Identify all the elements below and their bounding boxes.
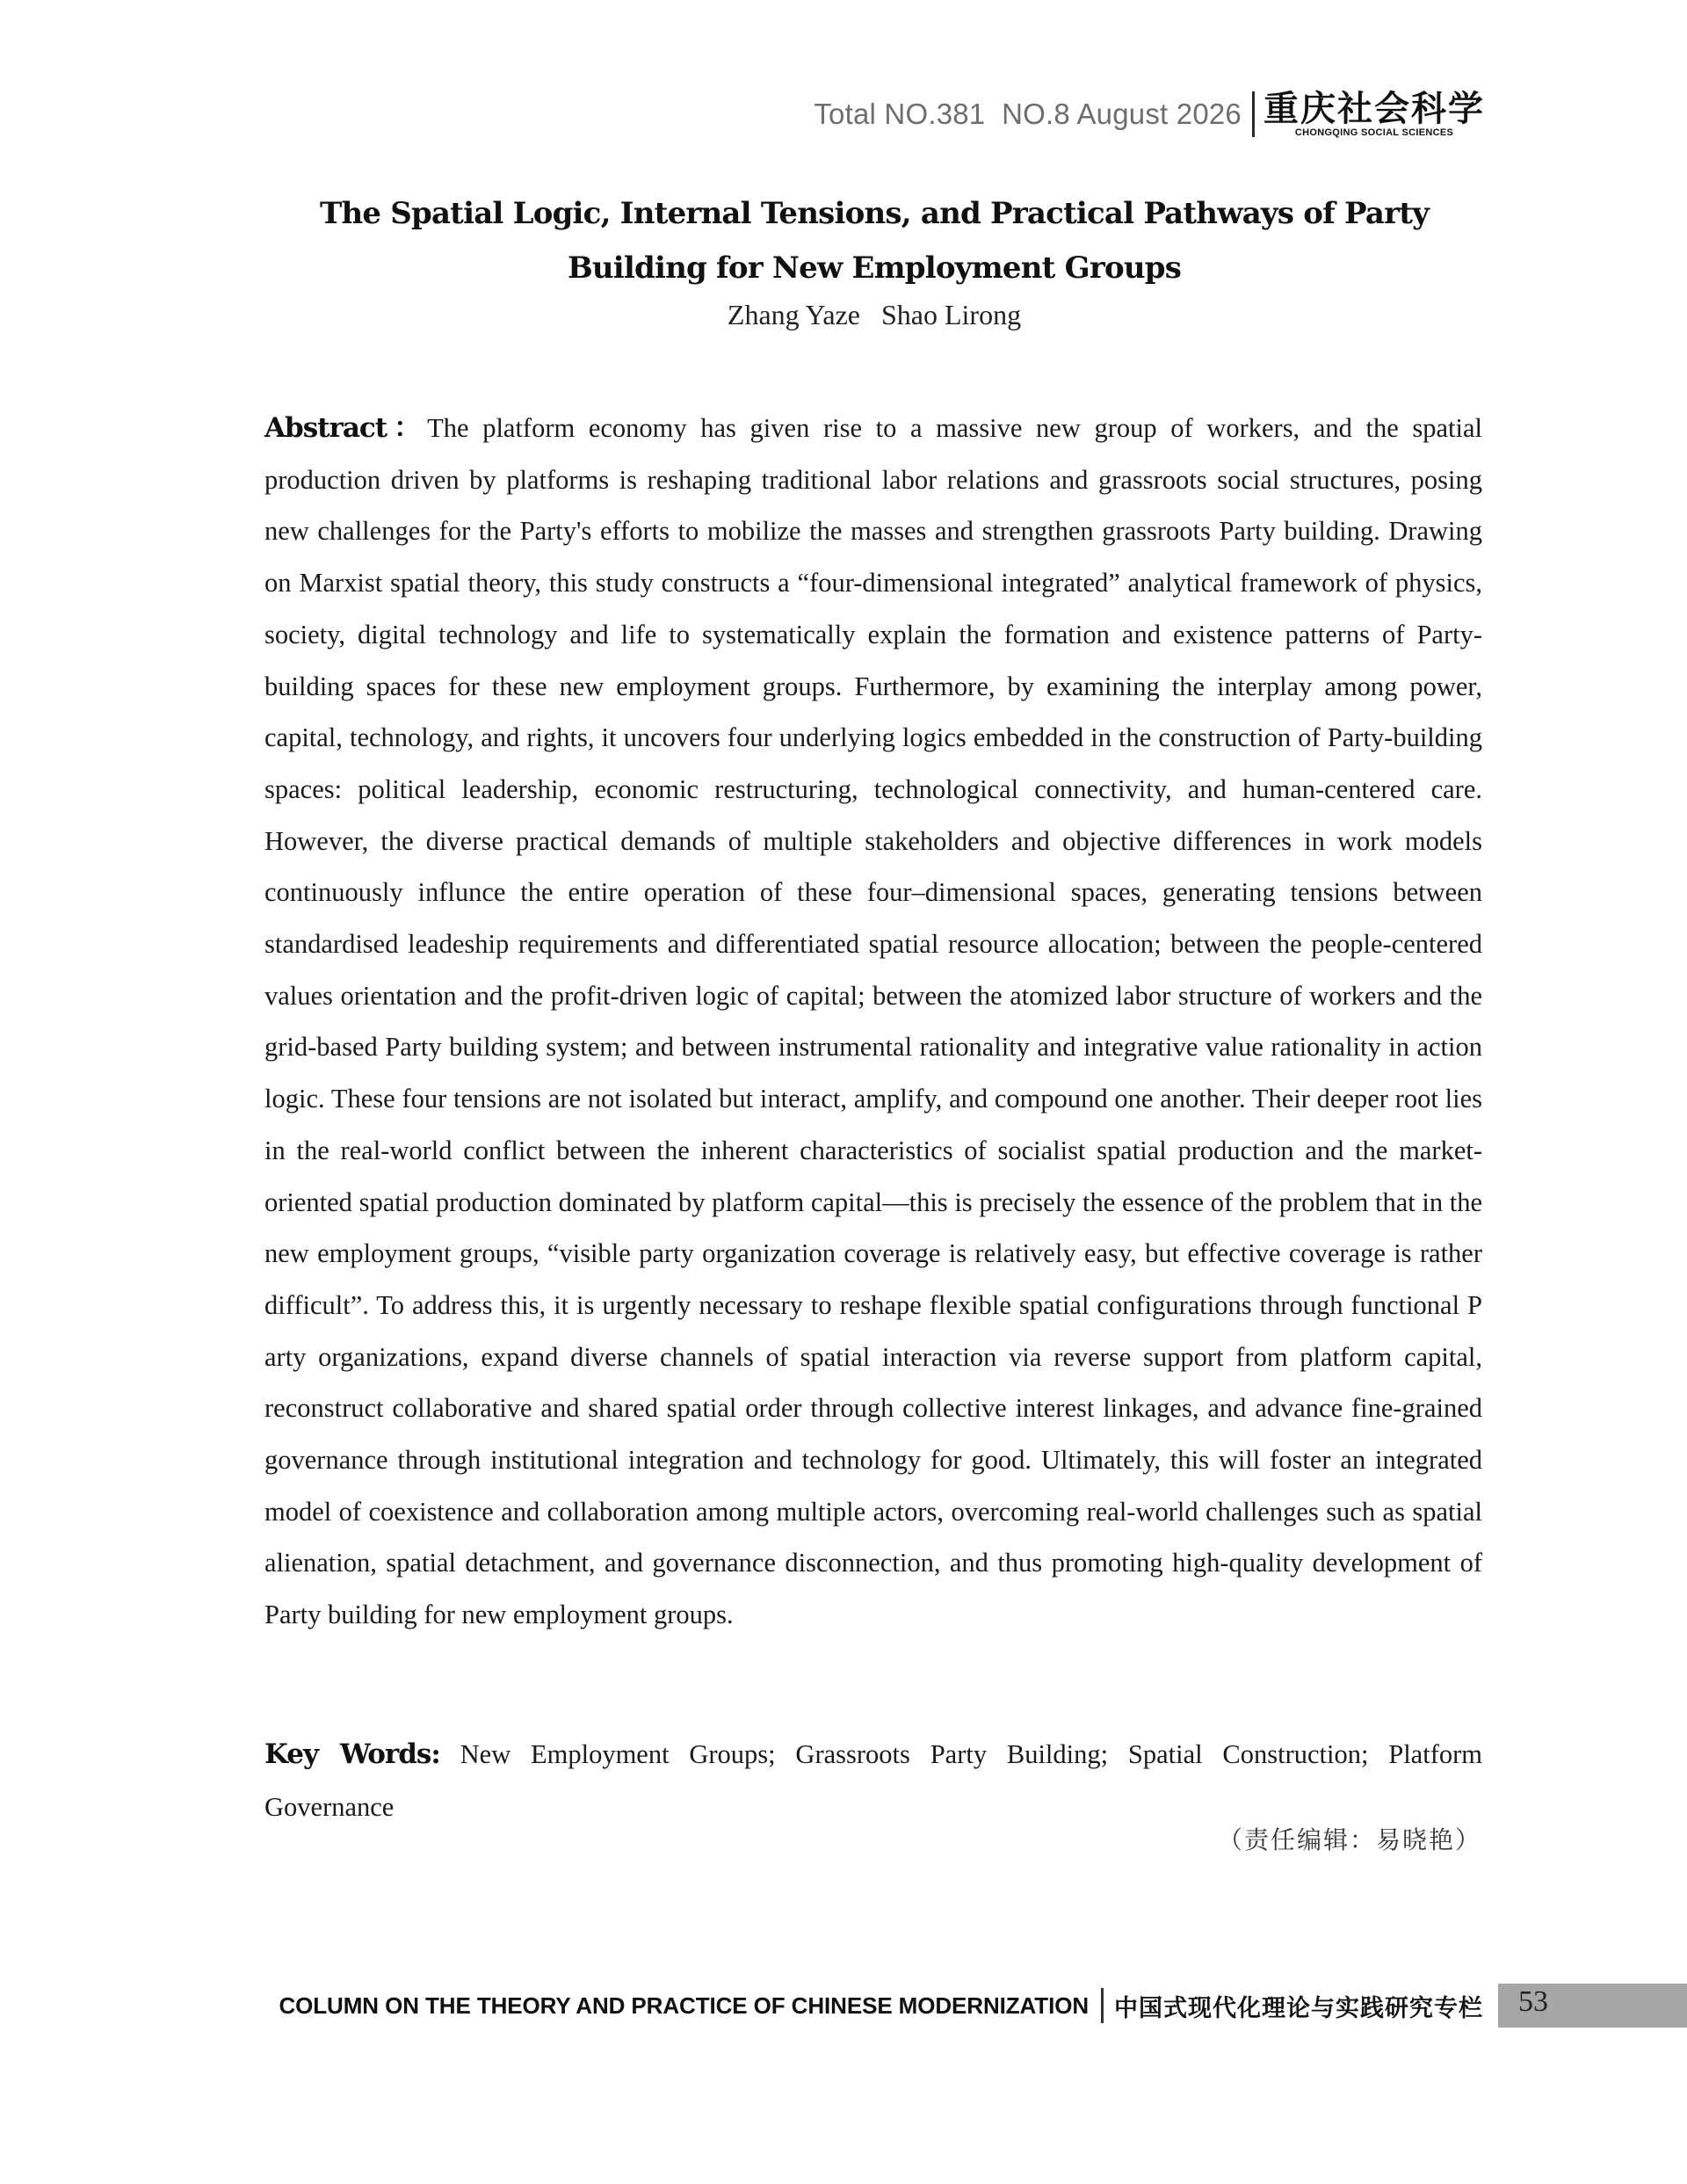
page-header [0,88,1485,141]
article-title: The Spatial Logic, Internal Tensions, and Practical Pathways of Party Building for New Employment Groups [319,196,1430,286]
keywords-text: New Employment Groups; Grassroots Party Building; Spatial Construction; Platform Governance [264,1739,1482,1822]
abstract-text: The platform economy has given rise to a massive new group of workers, and the spatial production driven by platforms is reshaping traditional labor relations and grassroots social structures, posing new challenges for the Party's efforts to mobilize the masses and strengthen grassroots Party building. Drawing on Marxist spatial theory, this study constructs a “four-dimensional integrated” analytical framework of physics, society, digital technology and life to systematically explain the formation and existence patterns of Party-building spaces for these new employment groups. Furthermore, by examining the interplay among power, capital, technology, and rights, it uncovers four underlying logics embedded in the construction of Party-building spaces: political leadership, economic restructuring, technological connectivity, and human-centered care. However, the diverse practical demands of multiple stakeholders and objective differences in work models continuously influnce the entire operation of these four–dimensional spaces, generating tensions between standardised leadeship requirements and differentiated spatial resource allocation; between the people-centered values orientation and the profit-driven logic of capital; between the atomized labor structure of workers and the grid-based Party building system; and between instrumental rationality and integrative value rationality in action logic. These four tensions are not isolated but interact, amplify, and compound one another. Their deeper root lies in the real-world conflict between the inherent characteristics of socialist spatial production and the market-oriented spatial production dominated by platform capital—this is precisely the essence of the problem that in the new employment groups, “visible party organization coverage is relatively easy, but effective coverage is rather difficult”. To address this, it is urgently necessary to reshape flexible spatial configurations through functional P arty organizations, expand diverse channels of spatial interaction via reverse support from platform capital, reconstruct collaborative and shared spatial order through collective interest linkages, and advance fine-grained governance through institutional integration and technology for good. Ultimately, this will foster an integrated model of coexistence and collaboration among multiple actors, overcoming real-world challenges such as spatial alienation, spatial detachment, and governance disconnection, and thus promoting high-quality development of Party building for new employment groups. [264,413,1482,1630]
page-footer [0,1984,1687,2028]
abstract [264,403,1482,1641]
page-number: 53 [1518,1985,1548,2018]
column-title-cn: 中国式现代化理论与实践研究专栏 [1114,1994,1483,2022]
header-divider [1252,91,1255,137]
editor-note: （责任编辑：易晓艳） [1217,1825,1481,1854]
journal-logo [1263,87,1485,138]
keywords [264,1728,1482,1833]
article-authors: Zhang Yaze Shao Lirong [727,299,1022,330]
keywords-label: Key Words: [264,1738,440,1770]
page-number-box [1498,1984,1687,2028]
issue-info: Total NO.381 NO.8 August 2026 [814,98,1242,130]
footer-column-title [279,1984,1483,2028]
journal-name-cn: 重庆社会科学 [1263,87,1485,129]
journal-name-en: CHONGQING SOCIAL SCIENCES [1294,127,1454,138]
footer-divider [1101,1988,1104,2023]
abstract-label: Abstract： [264,412,428,444]
column-title-en: COLUMN ON THE THEORY AND PRACTICE OF CHINESE MODERNIZATION [279,1992,1089,2019]
